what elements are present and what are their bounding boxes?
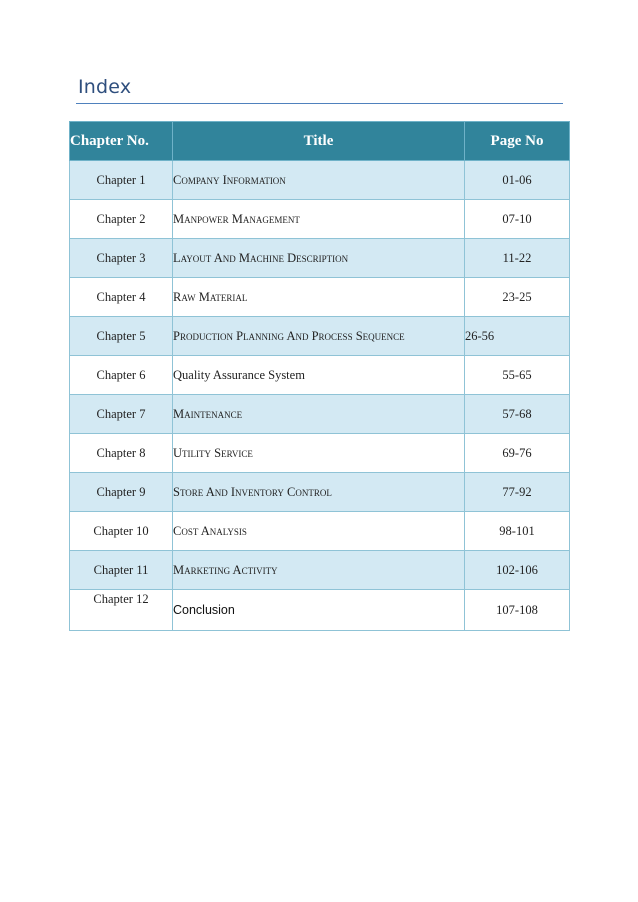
table-row [70, 395, 570, 434]
page-cell: 57-68 [465, 395, 570, 434]
table-row [70, 317, 570, 356]
page-cell: 102-106 [465, 551, 570, 590]
table-row [70, 356, 570, 395]
page-cell: 23-25 [465, 278, 570, 317]
title-cell: Cost Analysis [173, 512, 465, 551]
page-cell: 07-10 [465, 200, 570, 239]
chapter-cell: Chapter 3 [70, 239, 173, 278]
table-header-row [70, 122, 570, 161]
title-cell: Utility Service [173, 434, 465, 473]
table-row [70, 590, 570, 631]
page-cell: 01-06 [465, 161, 570, 200]
table-row [70, 200, 570, 239]
title-cell: Manpower Management [173, 200, 465, 239]
page-cell: 26-56 [465, 317, 570, 356]
chapter-cell: Chapter 9 [70, 473, 173, 512]
title-cell: Layout And Machine Description [173, 239, 465, 278]
header-chapter-no: Chapter No. [70, 122, 173, 161]
page-cell: 55-65 [465, 356, 570, 395]
title-cell: Maintenance [173, 395, 465, 434]
chapter-cell: Chapter 11 [70, 551, 173, 590]
index-table [69, 121, 570, 631]
title-cell: Marketing Activity [173, 551, 465, 590]
page-cell: 107-108 [465, 590, 570, 631]
chapter-cell: Chapter 10 [70, 512, 173, 551]
page-cell: 98-101 [465, 512, 570, 551]
title-cell: Production Planning And Process Sequence [173, 317, 465, 356]
page-cell: 69-76 [465, 434, 570, 473]
chapter-cell: Chapter 2 [70, 200, 173, 239]
title-cell: Quality Assurance System [173, 356, 465, 395]
title-cell: Store And Inventory Control [173, 473, 465, 512]
page-cell: 77-92 [465, 473, 570, 512]
chapter-cell: Chapter 7 [70, 395, 173, 434]
chapter-cell: Chapter 6 [70, 356, 173, 395]
title-cell: Company Information [173, 161, 465, 200]
table-row [70, 434, 570, 473]
chapter-cell: Chapter 12 [70, 590, 173, 631]
title-cell: Raw Material [173, 278, 465, 317]
chapter-cell: Chapter 8 [70, 434, 173, 473]
heading-underline [76, 103, 563, 104]
header-page-no: Page No [465, 122, 570, 161]
table-row [70, 512, 570, 551]
page-cell: 11-22 [465, 239, 570, 278]
chapter-cell: Chapter 5 [70, 317, 173, 356]
table-row [70, 161, 570, 200]
header-title: Title [173, 122, 465, 161]
page-heading: Index [78, 76, 132, 98]
table-row [70, 239, 570, 278]
chapter-cell: Chapter 1 [70, 161, 173, 200]
table-row [70, 278, 570, 317]
table-row [70, 473, 570, 512]
table-row [70, 551, 570, 590]
chapter-cell: Chapter 4 [70, 278, 173, 317]
title-cell: Conclusion [173, 590, 465, 631]
